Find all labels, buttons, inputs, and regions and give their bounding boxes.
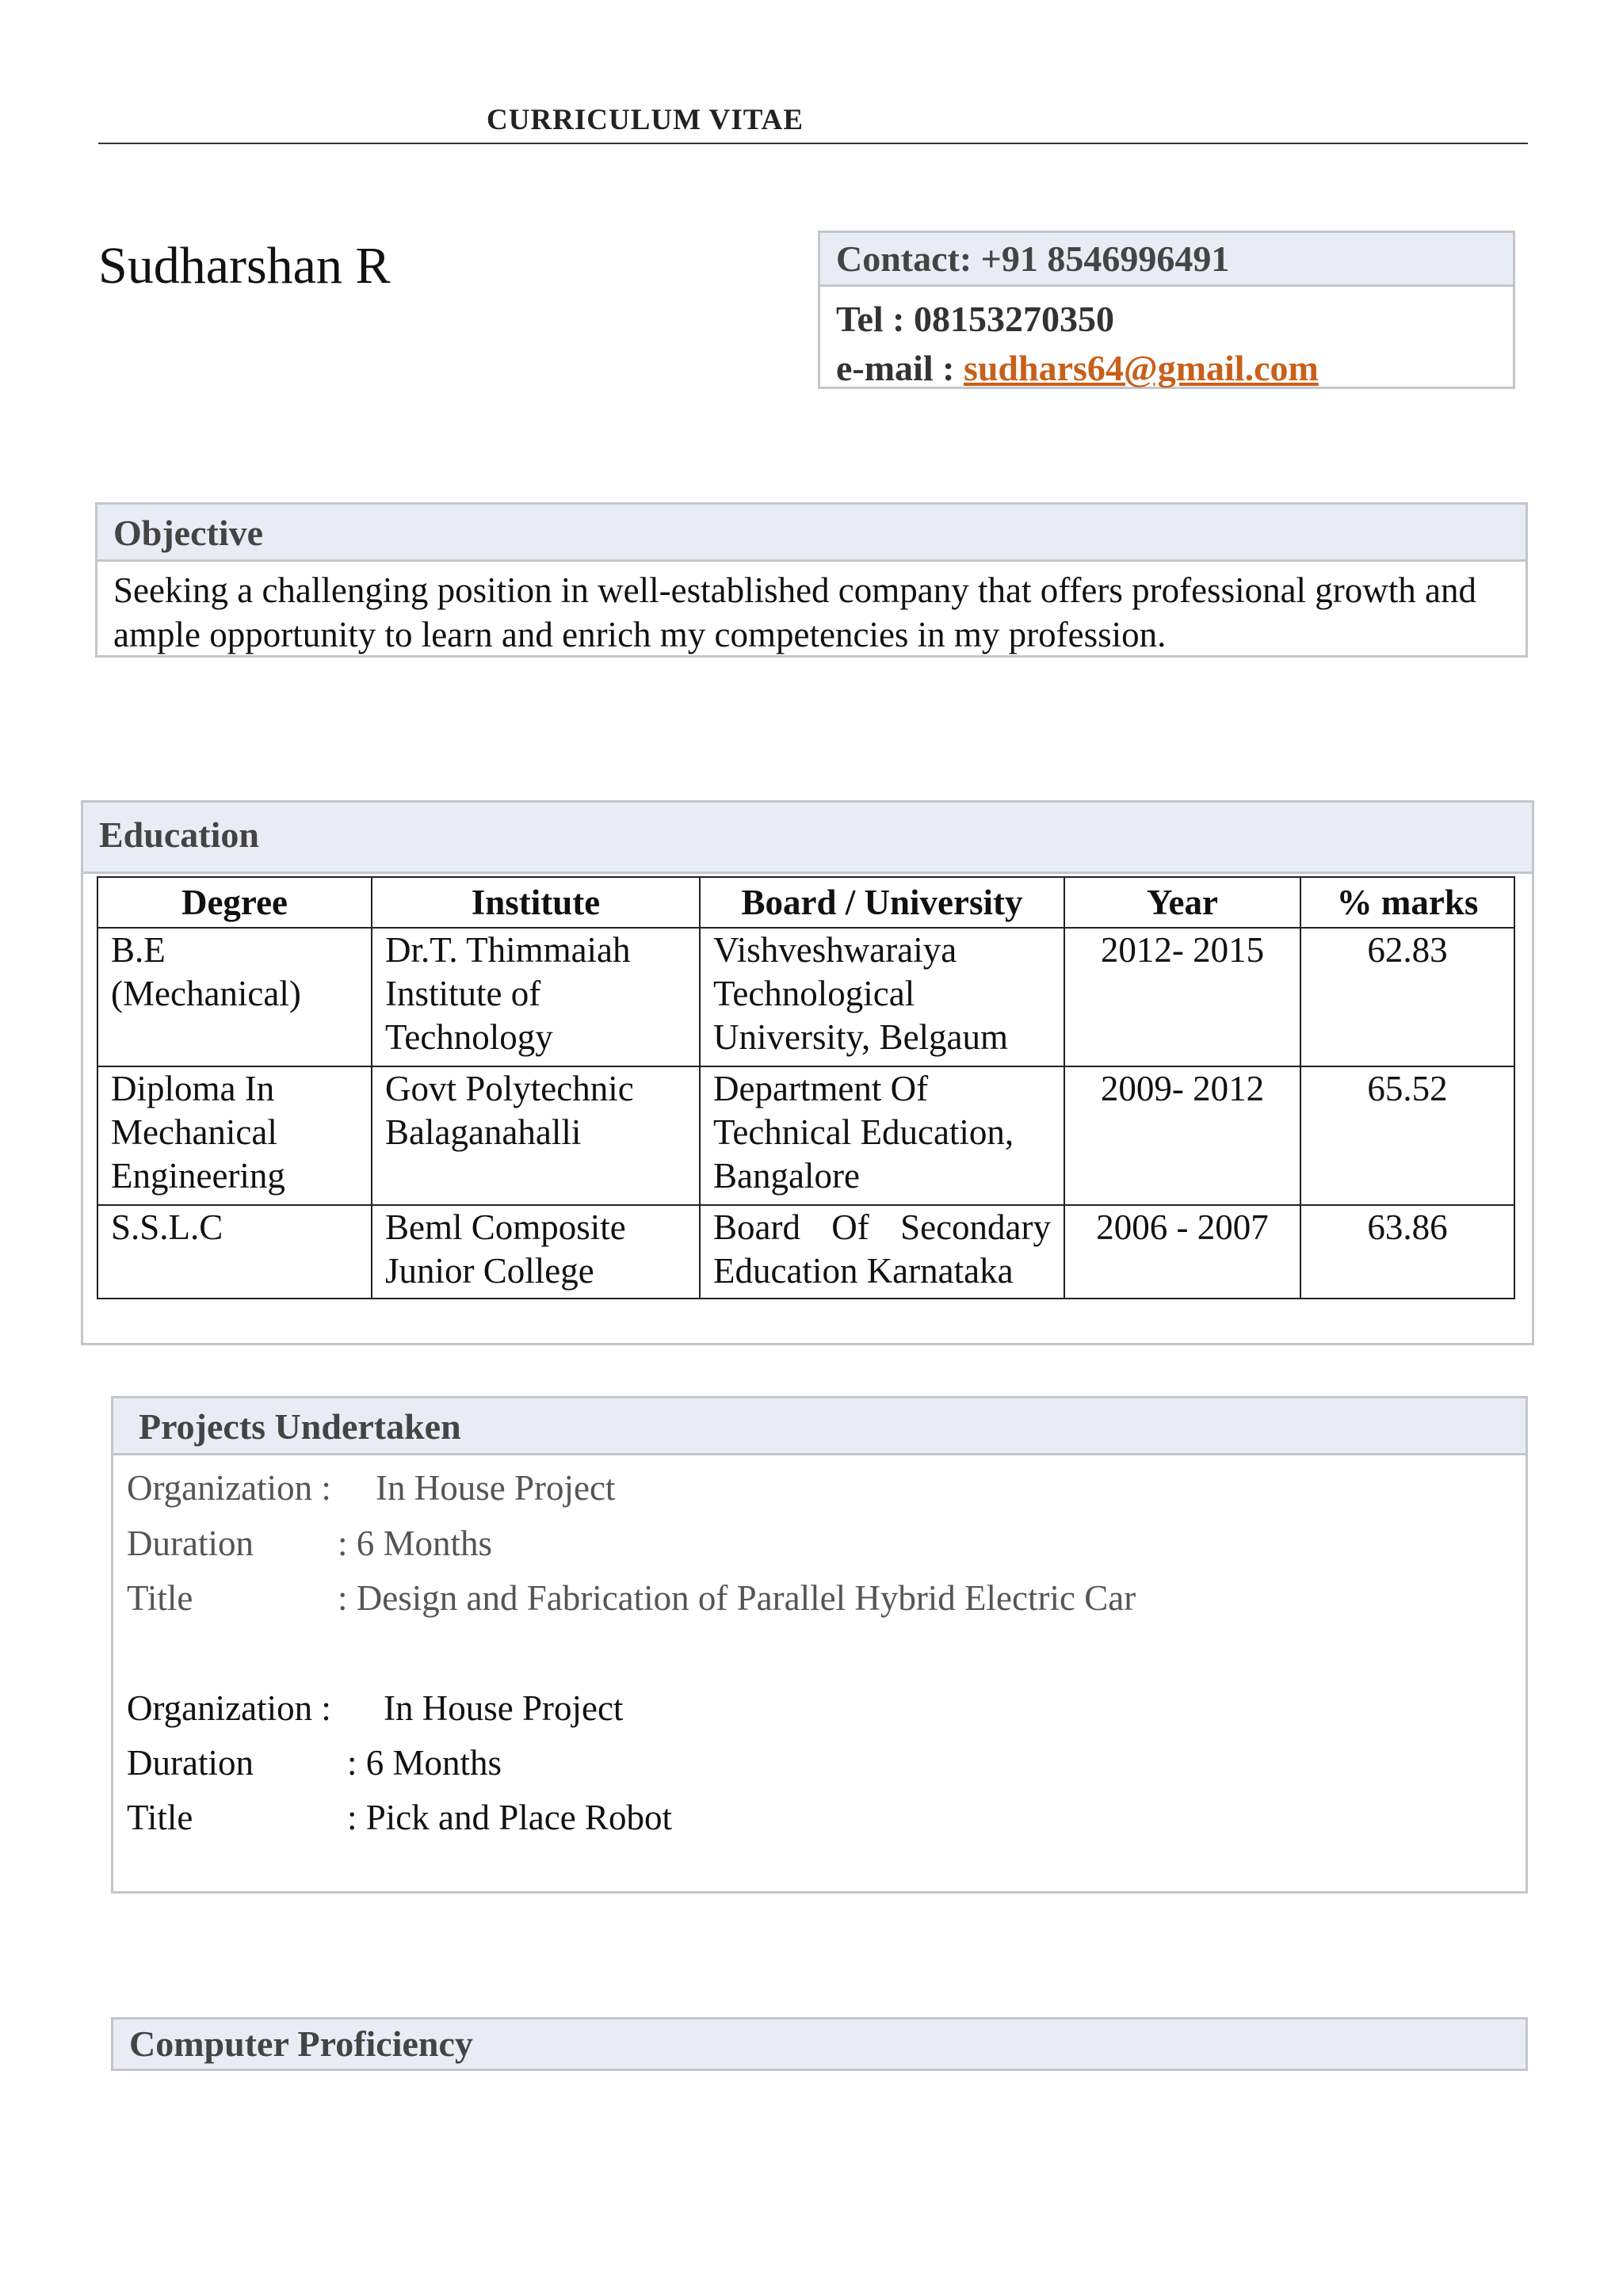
title-value: : Design and Fabrication of Parallel Hybrid Electric Car bbox=[338, 1578, 1136, 1618]
title-label: Title bbox=[127, 1798, 193, 1837]
computer-proficiency-heading: Computer Proficiency bbox=[113, 2019, 1526, 2069]
contact-box bbox=[818, 231, 1515, 389]
table-row bbox=[97, 1066, 1514, 1205]
project-1-duration bbox=[127, 1523, 492, 1564]
email-label: e-mail : bbox=[836, 348, 964, 388]
marks-cell: 62.83 bbox=[1300, 928, 1514, 1066]
duration-label: Duration bbox=[127, 1743, 254, 1783]
tel-label: Tel : bbox=[836, 299, 914, 339]
year-cell: 2012- 2015 bbox=[1064, 928, 1300, 1066]
table-header-row bbox=[97, 877, 1514, 928]
marks-cell: 65.52 bbox=[1300, 1066, 1514, 1205]
computer-proficiency-section bbox=[111, 2017, 1528, 2071]
project-1-title bbox=[127, 1577, 1136, 1619]
year-cell: 2009- 2012 bbox=[1064, 1066, 1300, 1205]
tel-value: 08153270350 bbox=[913, 299, 1114, 339]
organization-value: In House Project bbox=[376, 1468, 616, 1508]
column-header: Year bbox=[1064, 877, 1300, 928]
title-value: : Pick and Place Robot bbox=[347, 1798, 672, 1837]
institute-cell: Dr.T. Thimmaiah Institute of Technology bbox=[372, 928, 700, 1066]
project-2-duration bbox=[127, 1742, 502, 1783]
organization-value: In House Project bbox=[384, 1688, 624, 1728]
marks-cell: 63.86 bbox=[1300, 1205, 1514, 1299]
projects-heading: Projects Undertaken bbox=[113, 1398, 1526, 1455]
board-cell: Department Of Technical Education, Bangalore bbox=[700, 1066, 1064, 1205]
email-line bbox=[836, 347, 1319, 389]
title-label: Title bbox=[127, 1578, 193, 1618]
degree-cell: Diploma In Mechanical Engineering bbox=[97, 1066, 372, 1205]
objective-section bbox=[95, 502, 1528, 658]
objective-text: Seeking a challenging position in well-established company that offers professional growth and ample opportunity to learn and enrich my competencies in my profession. bbox=[113, 570, 1477, 654]
project-2-title bbox=[127, 1797, 672, 1838]
project-2-organization bbox=[127, 1688, 623, 1729]
degree-cell: S.S.L.C bbox=[97, 1205, 372, 1299]
header-divider bbox=[98, 143, 1528, 144]
duration-value: : 6 Months bbox=[338, 1524, 493, 1563]
project-1-organization bbox=[127, 1467, 615, 1508]
duration-label: Duration bbox=[127, 1524, 254, 1563]
board-cell: Vishveshwaraiya Technological University, Belgaum bbox=[700, 928, 1064, 1066]
organization-label: Organization : bbox=[127, 1688, 331, 1728]
table-row bbox=[97, 1205, 1514, 1299]
document-title: CURRICULUM VITAE bbox=[487, 104, 804, 136]
duration-value: : 6 Months bbox=[347, 1743, 502, 1783]
table-row bbox=[97, 928, 1514, 1066]
institute-cell: Beml Composite Junior College bbox=[372, 1205, 700, 1299]
contact-heading: Contact: +91 8546996491 bbox=[820, 233, 1513, 287]
education-table bbox=[97, 876, 1515, 1299]
organization-label: Organization : bbox=[127, 1468, 331, 1508]
column-header: Board / University bbox=[700, 877, 1064, 928]
column-header: Degree bbox=[97, 877, 372, 928]
year-cell: 2006 - 2007 bbox=[1064, 1205, 1300, 1299]
column-header: Institute bbox=[372, 877, 700, 928]
institute-cell: Govt Polytechnic Balaganahalli bbox=[372, 1066, 700, 1205]
column-header: % marks bbox=[1300, 877, 1514, 928]
board-cell: Board Of Secondary Education Karnataka bbox=[700, 1205, 1064, 1299]
email-link[interactable]: sudhars64@gmail.com bbox=[963, 348, 1319, 388]
degree-cell: B.E (Mechanical) bbox=[97, 928, 372, 1066]
education-heading: Education bbox=[83, 803, 1532, 874]
candidate-name: Sudharshan R bbox=[98, 237, 391, 295]
objective-heading: Objective bbox=[97, 505, 1526, 562]
tel-line bbox=[836, 298, 1114, 340]
